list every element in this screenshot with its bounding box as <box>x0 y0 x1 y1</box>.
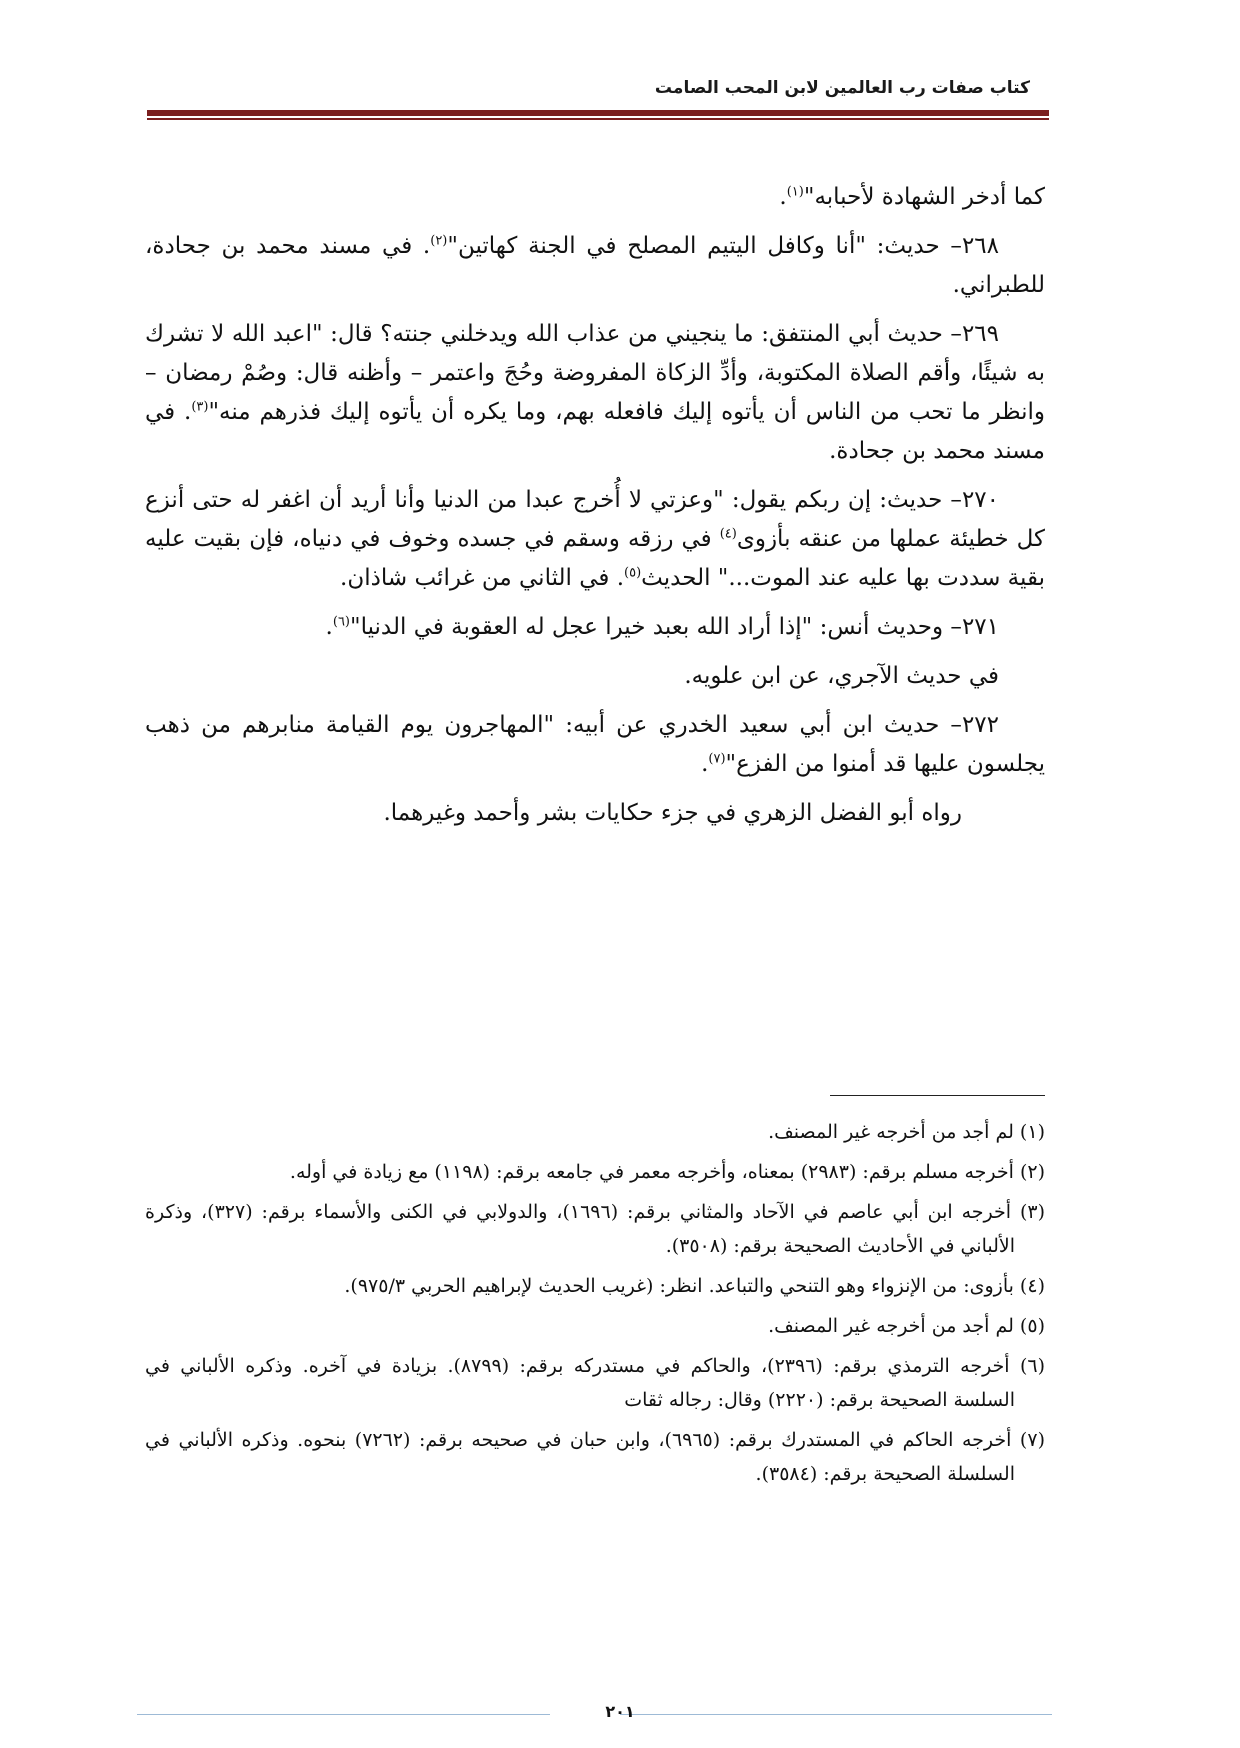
running-header-title: كتاب صفات رب العالمين لابن المحب الصامت <box>654 78 1030 98</box>
footnote-7: (٧) أخرجه الحاكم في المستدرك برقم: (٦٩٦٥)، وابن حبان في صحيحه برقم: (٧٢٦٢) بنحوه. وذكره الألباني في السلسلة الصحيحة برقم: (٣٥٨٤). <box>145 1429 1045 1485</box>
footnote-marker: (٥) <box>624 565 642 581</box>
footnote-6: (٦) أخرجه الترمذي برقم: (٢٣٩٦)، والحاكم في مستدركه برقم: (٨٧٩٩). بزيادة في آخره. وذكره الألباني في السلسة الصحيحة برقم: (٢٢٢٠) وقال: رجاله ثقات <box>145 1355 1045 1411</box>
footnote-5: (٥) لم أجد من أخرجه غير المصنف. <box>768 1315 1045 1337</box>
hadith-272-source <box>145 794 1045 833</box>
main-text <box>145 178 1045 843</box>
paragraph-text: ٢٧٢– حديث ابن أبي سعيد الخدري عن أبيه: "المهاجرون يوم القيامة منابرهم من ذهب يجلسون عليها قد أمنوا من الفزع" <box>145 712 1045 777</box>
footnote-separator <box>830 1095 1045 1096</box>
footnote-marker: (٦) <box>332 614 350 630</box>
footnote-marker: (٧) <box>708 751 726 767</box>
paragraph-text-tail: . في مسند محمد بن جحادة. <box>145 399 1045 464</box>
paragraph-text: في حديث الآجري، عن ابن علويه. <box>684 663 999 689</box>
paragraph-text-tail: . في الثاني من غرائب شاذان. <box>340 565 625 591</box>
hadith-271-source <box>145 657 1045 696</box>
paragraph-text: ٢٧٠– حديث: إن ربكم يقول: "وعزتي لا أُخرج عبدا من الدنيا وأنا أريد أن اغفر له حتى أنزع كل خطيئة عملها من عنقه بأزوى <box>145 487 1045 552</box>
hadith-entry-272 <box>145 706 1045 784</box>
hadith-entry-268 <box>145 227 1045 305</box>
paragraph-text-tail: . في مسند محمد بن جحادة، للطبراني. <box>145 233 1045 298</box>
header-rule-thin <box>147 118 1049 120</box>
page-number: ٢٠١ <box>605 1702 635 1721</box>
paragraph-text-middle: في رزقه وسقم في جسده وخوف في دنياه، فإن بقيت عليه بقية سددت بها عليه عند الموت..." الحديث <box>145 526 1045 591</box>
footnote-3: (٣) أخرجه ابن أبي عاصم في الآحاد والمثاني برقم: (١٦٩٦)، والدولابي في الكنى والأسماء برقم: (٣٢٧)، وذكرة الألباني في الأحاديث الصحيحة برقم: (٣٥٠٨). <box>145 1201 1045 1257</box>
paragraph-text-tail: . <box>779 184 787 210</box>
paragraph-text-tail: . <box>701 751 709 777</box>
footnote-marker: (٣) <box>191 399 209 415</box>
footnote-marker: (٢) <box>430 233 448 249</box>
hadith-entry-270 <box>145 481 1045 598</box>
footnote-1: (١) لم أجد من أخرجه غير المصنف. <box>768 1121 1045 1143</box>
paragraph-text: رواه أبو الفضل الزهري في جزء حكايات بشر وأحمد وغيرهما. <box>383 800 962 826</box>
paragraph-text: ٢٦٨– حديث: "أنا وكافل اليتيم المصلح في الجنة كهاتين" <box>447 233 999 259</box>
footnotes <box>145 1115 1045 1497</box>
paragraph-text: ٢٧١– وحديث أنس: "إذا أراد الله بعبد خيرا عجل له العقوبة في الدنيا" <box>350 614 999 640</box>
footnote-marker: (١) <box>786 184 804 200</box>
paragraph-text-tail: . <box>325 614 333 640</box>
paragraph-continuation <box>145 178 1045 217</box>
footnote-4: (٤) بأزوى: من الإنزواء وهو التنحي والتباعد. انظر: (غريب الحديث لإبراهيم الحربي ٩٧٥/٣). <box>344 1275 1045 1297</box>
hadith-entry-269 <box>145 315 1045 471</box>
footnote-2: (٢) أخرجه مسلم برقم: (٢٩٨٣) بمعناه، وأخرجه معمر في جامعه برقم: (١١٩٨) مع زيادة في أوله. <box>289 1161 1045 1183</box>
paragraph-text: كما أدخر الشهادة لأحبابه" <box>803 184 1045 210</box>
footnote-marker: (٤) <box>719 526 737 542</box>
paragraph-text: ٢٦٩– حديث أبي المنتفق: ما ينجيني من عذاب الله ويدخلني جنته؟ قال: "اعبد الله لا تشرك به شيئًا، وأقم الصلاة المكتوبة، وأدِّ الزكاة المفروضة وحُجَ واعتمر – وأظنه قال: وصُمْ رمضان – وانظر ما تحب من الناس أن يأتوه إليك فافعله بهم، وما يكره أن يأتوه إليك فذرهم منه" <box>145 321 1045 425</box>
header-rule-thick <box>147 110 1049 116</box>
hadith-entry-271 <box>145 608 1045 647</box>
